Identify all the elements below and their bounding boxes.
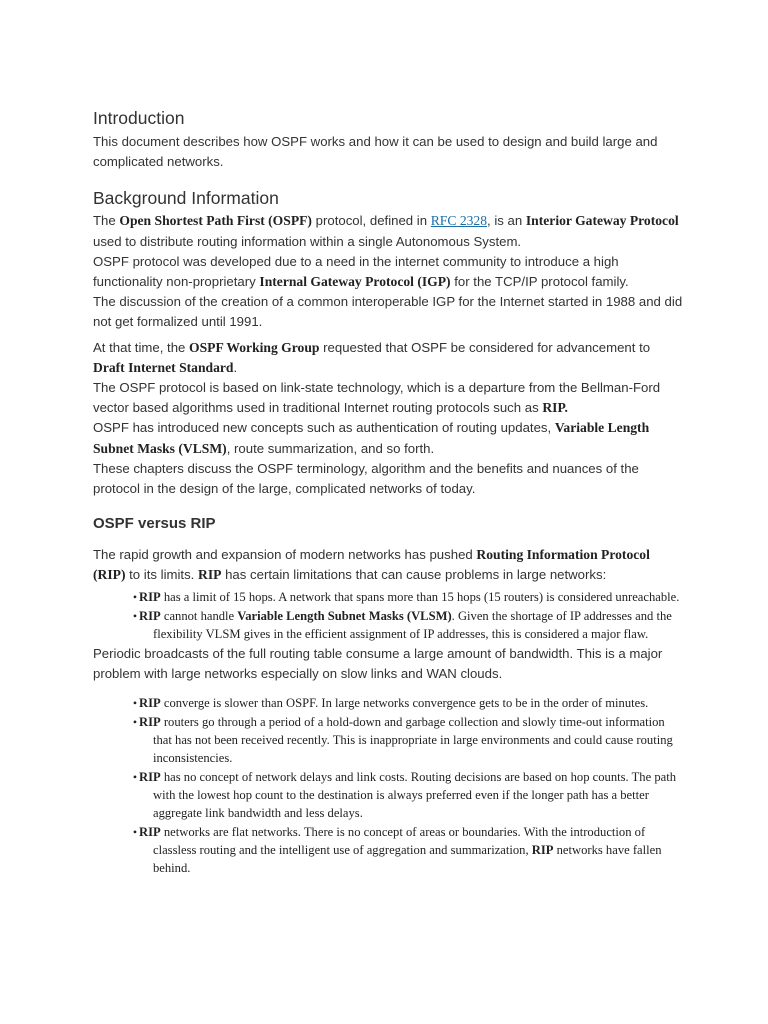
bullet-icon: • bbox=[132, 608, 138, 623]
bullet-icon: • bbox=[132, 770, 138, 785]
text-span: requested that OSPF be considered for advancement to bbox=[319, 339, 651, 355]
bold-term: Variable Length Subnet Masks (VLSM) bbox=[93, 420, 650, 456]
text-span: for the TCP/IP protocol family. bbox=[450, 274, 629, 290]
text-span: has certain limitations that can cause problems in large networks: bbox=[221, 567, 607, 583]
text-span: The rapid growth and expansion of modern networks has pushed bbox=[93, 547, 477, 563]
bold-term: RIP bbox=[139, 608, 161, 623]
versus-paragraph-1 bbox=[93, 545, 683, 585]
text-span: networks have fallen behind. bbox=[153, 843, 662, 876]
text-span: OSPF protocol was developed due to a need in the internet community to introduce a high functionality non-proprietary bbox=[93, 253, 619, 290]
text-span: has a limit of 15 hops. A network that spans more than 15 hops (15 routers) is considered unreachable. bbox=[160, 589, 680, 604]
bullet-icon: • bbox=[132, 589, 138, 604]
text-span: , route summarization, and so forth. bbox=[226, 440, 435, 456]
bold-term: Interior Gateway Protocol bbox=[525, 213, 679, 229]
list-item bbox=[130, 607, 683, 643]
text-span: OSPF has introduced new concepts such as authentication of routing updates, bbox=[93, 420, 555, 436]
text-span: These chapters discuss the OSPF terminology, algorithm and the benefits and nuances of the protocol in the design of the large, complicated networks of today. bbox=[93, 460, 639, 497]
list-item bbox=[130, 694, 683, 712]
rip-limitations-list-2 bbox=[93, 694, 683, 877]
text-span: routers go through a period of a hold-down and garbage collection and slowly time-out information that has not been received recently. This is inappropriate in large environments and could cause routing inconsistencies. bbox=[153, 715, 673, 766]
bold-term: RIP bbox=[531, 843, 554, 858]
document-page bbox=[93, 106, 683, 878]
bold-term: Open Shortest Path First (OSPF) bbox=[119, 213, 312, 229]
text-span: converge is slower than OSPF. In large networks convergence gets to be in the order of minutes. bbox=[160, 696, 649, 711]
text-span: The discussion of the creation of a common interoperable IGP for the Internet started in 1988 and did not get formalized until 1991. bbox=[93, 294, 683, 330]
text-span: has no concept of network delays and link costs. Routing decisions are based on hop counts. The path with the lowest hop count to the destination is always preferred even if the longer path has a better aggregate link bandwidth and less delays. bbox=[153, 770, 677, 821]
text-span: , is an bbox=[487, 213, 526, 229]
list-item bbox=[130, 768, 683, 822]
bold-term: Internal Gateway Protocol (IGP) bbox=[259, 274, 451, 290]
bold-term: OSPF Working Group bbox=[189, 339, 320, 355]
rip-limitations-list-1 bbox=[93, 588, 683, 643]
background-heading: Background Information bbox=[93, 188, 279, 209]
text-span: . bbox=[233, 359, 238, 375]
ospf-versus-rip-heading: OSPF versus RIP bbox=[93, 515, 216, 533]
text-span: cannot handle bbox=[160, 608, 238, 623]
bold-term: RIP bbox=[139, 696, 161, 711]
background-paragraph-2 bbox=[93, 338, 683, 500]
list-item bbox=[130, 823, 683, 877]
bold-term: RIP. bbox=[542, 400, 568, 416]
rfc-2328-link[interactable]: RFC 2328 bbox=[430, 213, 488, 229]
text-span: At that time, the bbox=[93, 339, 190, 355]
bold-term: Variable Length Subnet Masks (VLSM) bbox=[237, 608, 452, 623]
introduction-text: This document describes how OSPF works and how it can be used to design and build large and complicated networks. bbox=[93, 134, 658, 170]
bullet-icon: • bbox=[132, 825, 138, 840]
introduction-heading: Introduction bbox=[93, 108, 185, 128]
bullet-icon: • bbox=[132, 715, 138, 730]
list-item bbox=[130, 588, 683, 606]
bold-term: Routing Information Protocol (RIP) bbox=[93, 547, 650, 583]
versus-paragraph-2: Periodic broadcasts of the full routing table consume a large amount of bandwidth. This is a major problem with large networks especially on slow links and WAN clouds. bbox=[93, 645, 663, 681]
list-item bbox=[130, 713, 683, 767]
bold-term: Draft Internet Standard bbox=[93, 359, 234, 375]
bold-term: RIP bbox=[139, 825, 161, 840]
bold-term: RIP bbox=[198, 567, 222, 583]
text-span: The bbox=[93, 213, 120, 229]
bold-term: RIP bbox=[139, 770, 161, 785]
text-span: used to distribute routing information within a single Autonomous System. bbox=[93, 233, 522, 249]
text-span: networks are flat networks. There is no concept of areas or boundaries. With the introduction of classless routing and the intelligent use of aggregation and summarization, bbox=[153, 825, 646, 858]
text-span: The OSPF protocol is based on link-state technology, which is a departure from the Bellman-Ford vector based algorithms used in traditional Internet routing protocols such as bbox=[93, 380, 661, 416]
text-span: . Given the shortage of IP addresses and the flexibility VLSM gives in the efficient assignment of IP addresses, this is considered a major flaw. bbox=[153, 608, 672, 641]
bold-term: RIP bbox=[139, 589, 161, 604]
text-span: protocol, defined in bbox=[311, 213, 431, 229]
text-span: to its limits. bbox=[125, 567, 199, 583]
background-paragraph-1 bbox=[93, 211, 683, 332]
bullet-icon: • bbox=[132, 696, 138, 711]
bold-term: RIP bbox=[139, 715, 161, 730]
